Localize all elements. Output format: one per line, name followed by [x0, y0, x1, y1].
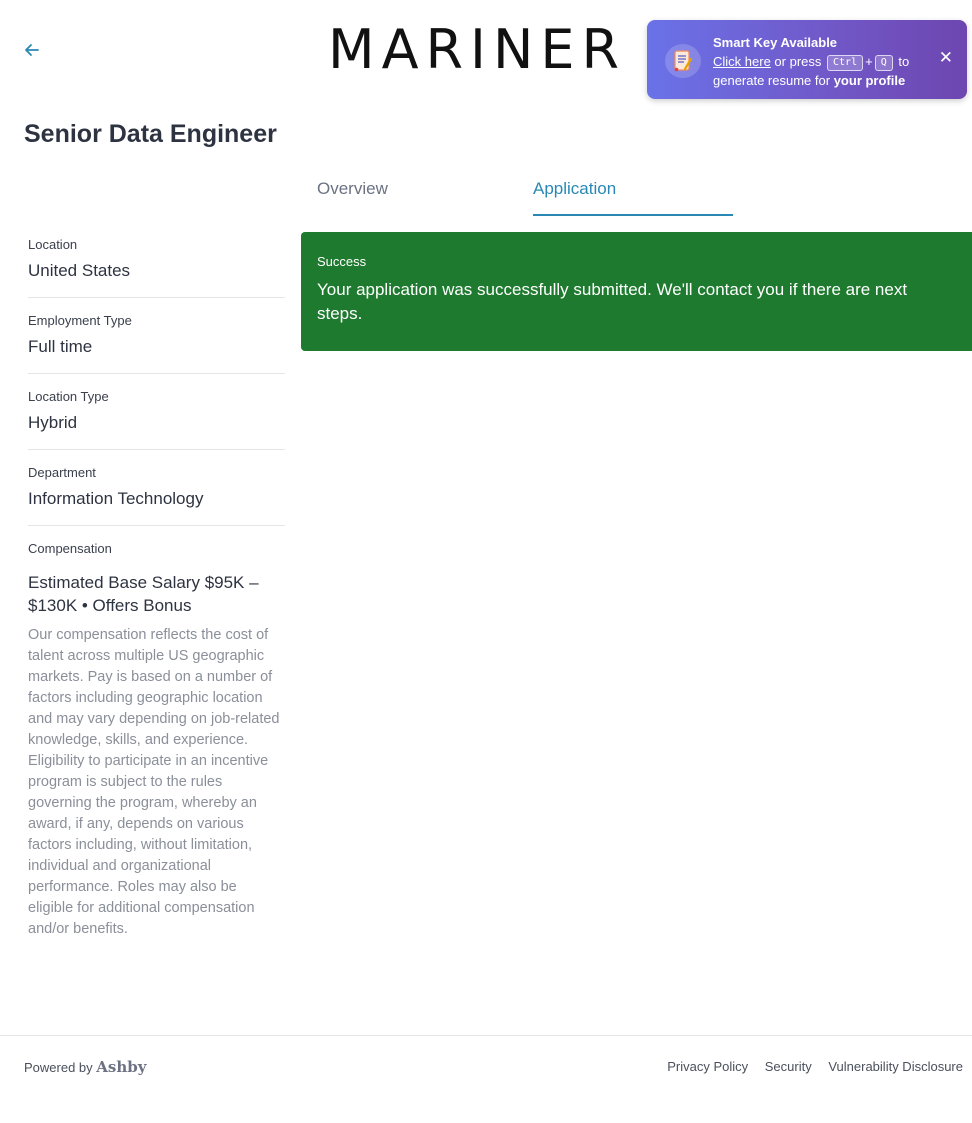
ashby-logo-link[interactable]: Ashby — [96, 1058, 147, 1076]
smart-key-title: Smart Key Available — [713, 35, 838, 50]
success-banner — [301, 232, 972, 351]
smart-key-instructions — [713, 52, 933, 71]
tab-application[interactable]: Application — [533, 170, 733, 216]
location-type-section — [28, 388, 285, 450]
compensation-value: Estimated Base Salary $95K – $130K • Offers Bonus — [28, 573, 259, 615]
plus-sign: + — [865, 54, 873, 69]
company-logo[interactable]: MARINER — [328, 18, 627, 81]
powered-by — [24, 1058, 146, 1076]
smart-key-click-here-link[interactable]: Click here — [713, 54, 771, 69]
smart-key-popup — [647, 20, 967, 99]
smart-key-profile-text: your profile — [833, 73, 906, 88]
compensation-description: Our compensation reflects the cost of talent across multiple US geographic markets. Pay is based on a number of factors including geographic location and may vary depending on job-related knowledge, skills, and experience. Eligibility to participate in an incentive program is subject to the rules governing the program, whereby an award, if any, depends on various factors including, without limitation, individual and organizational performance. Roles may also be eligible for additional compensation and/or benefits. — [28, 627, 280, 937]
employment-type-section — [28, 312, 285, 374]
vulnerability-disclosure-link[interactable]: Vulnerability Disclosure — [828, 1059, 963, 1074]
location-value: United States — [28, 261, 131, 280]
privacy-policy-link[interactable]: Privacy Policy — [667, 1059, 749, 1074]
resume-icon — [665, 44, 701, 78]
back-button[interactable] — [22, 40, 42, 60]
compensation-section — [28, 540, 285, 954]
close-icon[interactable]: ✕ — [938, 48, 953, 67]
security-link[interactable]: Security — [764, 1059, 812, 1074]
page-title: Senior Data Engineer — [24, 120, 277, 148]
footer-divider — [0, 1035, 972, 1036]
employment-type-label: Employment Type — [28, 313, 132, 328]
smart-key-generate-line — [713, 71, 933, 90]
department-value: Information Technology — [28, 489, 204, 508]
smart-key-text — [713, 33, 933, 90]
smart-key-to: to — [898, 54, 910, 69]
arrow-left-icon — [22, 40, 42, 60]
location-label: Location — [28, 237, 78, 252]
location-type-label: Location Type — [28, 389, 109, 404]
department-label: Department — [28, 465, 96, 480]
tab-bar — [300, 170, 972, 216]
success-message: Your application was successfully submitted. We'll contact you if there are next steps. — [317, 280, 908, 323]
smart-key-generate-text: generate resume for — [713, 73, 831, 88]
tab-overview[interactable]: Overview — [317, 179, 388, 198]
job-details-sidebar — [28, 236, 285, 968]
success-title: Success — [317, 254, 367, 269]
compensation-label: Compensation — [28, 541, 112, 556]
ctrl-key: Ctrl — [827, 55, 863, 71]
department-section — [28, 464, 285, 526]
location-section — [28, 236, 285, 298]
location-type-value: Hybrid — [28, 413, 78, 432]
q-key: Q — [875, 55, 893, 71]
smart-key-or-press: or press — [774, 54, 822, 69]
powered-by-label: Powered by — [24, 1060, 93, 1075]
employment-type-value: Full time — [28, 337, 93, 356]
footer-links — [654, 1059, 963, 1074]
